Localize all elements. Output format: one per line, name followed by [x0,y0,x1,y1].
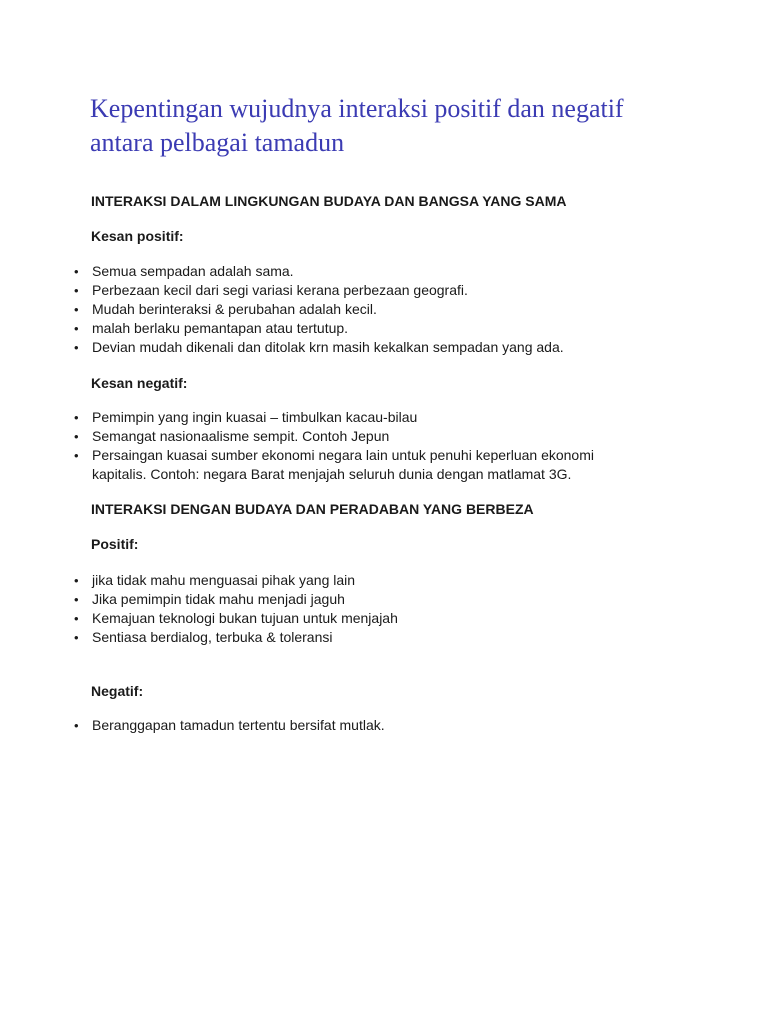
bullet-icon: • [74,611,79,626]
list-item-text: Persaingan kuasai sumber ekonomi negara lain untuk penuhi keperluan ekonomi kapitalis. Contoh: negara Barat menjajah seluruh dunia dengan matlamat 3G. [92,447,594,482]
section-heading-same-culture: INTERAKSI DALAM LINGKUNGAN BUDAYA DAN BANGSA YANG SAMA [91,193,567,209]
bullet-icon: • [74,429,79,444]
list-item [70,609,670,628]
subheading-positif: Positif: [91,536,139,552]
list-item-text: Semangat nasionaalisme sempit. Contoh Jepun [92,428,390,444]
bullet-icon: • [74,283,79,298]
list-item [70,408,650,427]
list-kesan-negatif [70,408,650,484]
list-item-text: Jika pemimpin tidak mahu menjadi jaguh [92,591,345,607]
list-item [70,300,670,319]
list-item-text: malah berlaku pemantapan atau tertutup. [92,320,349,336]
section-heading-different-culture: INTERAKSI DENGAN BUDAYA DAN PERADABAN YANG BERBEZA [91,501,534,517]
list-item-text: Sentiasa berdialog, terbuka & toleransi [92,629,333,645]
bullet-icon: • [74,630,79,645]
list-item [70,628,670,647]
list-item [70,716,670,735]
list-positif [70,571,670,647]
list-item [70,446,650,484]
list-item [70,427,650,446]
page-title: Kepentingan wujudnya interaksi positif dan negatif antara pelbagai tamadun [90,94,624,157]
list-item-text: Mudah berinteraksi & perubahan adalah kecil. [92,301,377,317]
bullet-icon: • [74,302,79,317]
list-negatif [70,716,670,735]
list-item-text: Pemimpin yang ingin kuasai – timbulkan kacau-bilau [92,409,418,425]
list-item-text: Semua sempadan adalah sama. [92,263,294,279]
list-item-text: Beranggapan tamadun tertentu bersifat mutlak. [92,717,385,733]
list-item [70,590,670,609]
list-item [70,571,670,590]
bullet-icon: • [74,264,79,279]
subheading-kesan-positif: Kesan positif: [91,228,184,244]
subheading-kesan-negatif: Kesan negatif: [91,375,188,391]
list-kesan-positif [70,262,670,357]
bullet-icon: • [74,573,79,588]
list-item [70,281,670,300]
list-item-text: Devian mudah dikenali dan ditolak krn masih kekalkan sempadan yang ada. [92,339,564,355]
list-item-text: Perbezaan kecil dari segi variasi kerana perbezaan geografi. [92,282,468,298]
bullet-icon: • [74,592,79,607]
bullet-icon: • [74,718,79,733]
list-item-text: jika tidak mahu menguasai pihak yang lain [92,572,356,588]
bullet-icon: • [74,321,79,336]
list-item [70,262,670,281]
list-item [70,338,670,357]
list-item-text: Kemajuan teknologi bukan tujuan untuk menjajah [92,610,398,626]
list-item [70,319,670,338]
bullet-icon: • [74,340,79,355]
bullet-icon: • [74,448,79,463]
bullet-icon: • [74,410,79,425]
subheading-negatif: Negatif: [91,683,144,699]
